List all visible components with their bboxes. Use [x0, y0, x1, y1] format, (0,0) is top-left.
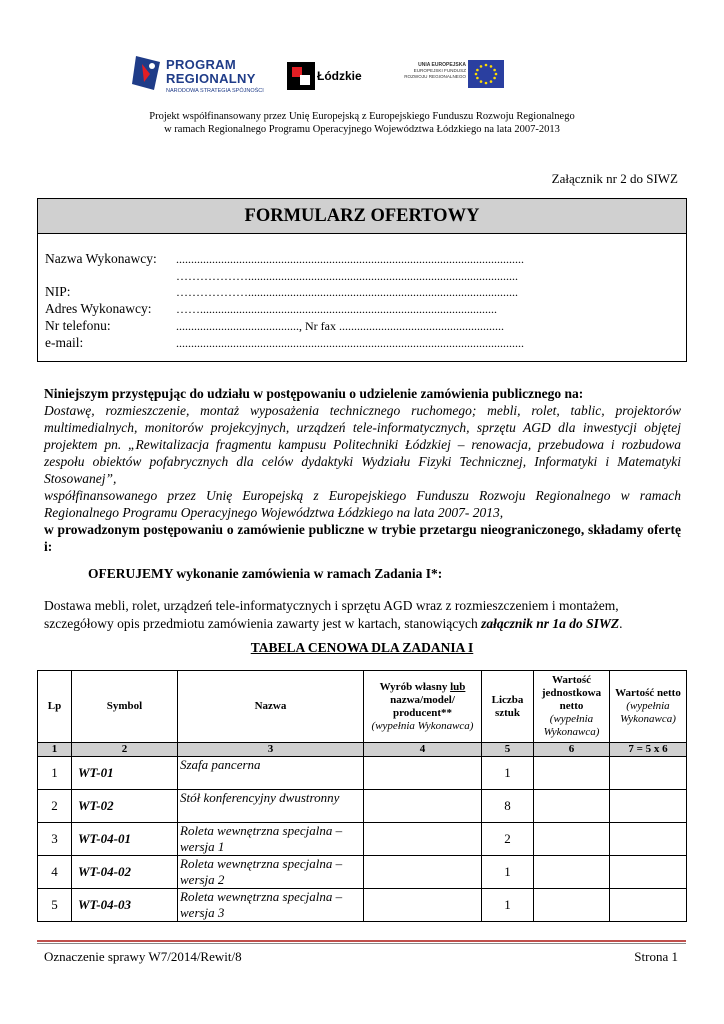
- eu-logo-text: [400, 62, 466, 80]
- header-own-product-lub: lub: [450, 680, 466, 693]
- email-field[interactable]: ....................................................................................................................: [176, 336, 524, 350]
- row-symbol: WT-01: [72, 757, 178, 790]
- header-name: Nazwa: [178, 671, 364, 743]
- col-number: 4: [364, 743, 482, 757]
- col-number: 2: [72, 743, 178, 757]
- price-table-title: TABELA CENOWA DLA ZADANIA I: [250, 640, 474, 655]
- contractor-name-field[interactable]: ....................................................................................................................: [176, 252, 524, 266]
- phone-fax-field[interactable]: ........................................., Nr fax .......................................................: [176, 319, 504, 333]
- row-qty: 1: [482, 757, 534, 790]
- address-field[interactable]: ……...................................................................................................: [176, 302, 497, 316]
- eu-logo: [400, 60, 504, 92]
- header-own-product-note: (wypełnia Wykonawca): [371, 719, 474, 732]
- row-unit-net-cell[interactable]: [534, 856, 610, 889]
- row-total-net-cell[interactable]: [610, 823, 687, 856]
- column-number-row: [38, 743, 687, 757]
- eu-logo-line1: UNIA EUROPEJSKA: [418, 62, 466, 68]
- row-total-net-cell[interactable]: [610, 790, 687, 823]
- row-qty: 2: [482, 823, 534, 856]
- header-unit-net-text: Wartość jednostkowa netto: [541, 674, 602, 712]
- row-lp: 5: [38, 889, 72, 922]
- table-row: [38, 823, 687, 856]
- table-row: [38, 790, 687, 823]
- regionalny-logo-text: REGIONALNY: [166, 71, 256, 86]
- col-number: 3: [178, 743, 364, 757]
- intro-paragraph: [44, 385, 681, 555]
- contractor-name-label: Nazwa Wykonawcy:: [45, 251, 157, 266]
- row-own-product-cell[interactable]: [364, 790, 482, 823]
- delivery-attachment-ref: załącznik nr 1a do SIWZ: [481, 616, 620, 631]
- project-line-2: w ramach Regionalnego Programu Operacyjnego Województwa Łódzkiego na lata 2007-2013: [164, 124, 560, 135]
- delivery-end: .: [619, 616, 623, 631]
- row-unit-net-cell[interactable]: [534, 823, 610, 856]
- offer-form-box: [37, 198, 687, 362]
- header-own-product-text-a: Wyrób własny: [379, 680, 451, 693]
- email-label: e-mail:: [45, 335, 84, 350]
- row-name: Roleta wewnętrzna specjalna – wersja 3: [178, 889, 364, 922]
- address-label: Adres Wykonawcy:: [45, 301, 152, 316]
- row-qty: 8: [482, 790, 534, 823]
- header-unit-net-note: (wypełnia Wykonawca): [543, 713, 600, 738]
- program-logo-text: PROGRAM: [166, 57, 236, 72]
- eu-logo-line2: EUROPEJSKI FUNDUSZ: [413, 68, 466, 73]
- row-symbol: WT-04-02: [72, 856, 178, 889]
- nip-field[interactable]: ………………..........................................................................................: [176, 285, 518, 299]
- row-unit-net-cell[interactable]: [534, 757, 610, 790]
- procedure-statement: w prowadzonym postępowaniu o zamówienie publiczne w trybie przetargu nieograniczonego, składamy ofertę i:: [44, 522, 681, 554]
- lodzkie-mark-icon: [287, 62, 315, 90]
- price-table: [37, 670, 687, 922]
- row-total-net-cell[interactable]: [610, 889, 687, 922]
- col-number: 7 = 5 x 6: [610, 743, 687, 757]
- subject-description: Dostawę, rozmieszczenie, montaż wyposażenia technicznego ruchomego; mebli, rolet, tablic, projektorów multimedialnych, monitorów projekcyjnych, urządzeń tele-informatycznych, sprzętu AGD dla inwestycji objętej projektem pn. „Rewitalizacja fragmentu kampusu Politechniki Łódzkiej – renowacja, przebudowa i rozbudowa zespołu obiektów pofabrycznych dla celów dydaktyki Wydziału Fizyki Technicznej, Informatyki i Matematyki Stosowanej”,: [44, 403, 681, 486]
- cofinancing-note: współfinansowanego przez Unię Europejską z Europejskiego Funduszu Rozwoju Regionalnego w ramach Regionalnego Programu Operacyjnego Województwa Łódzkiego na lata 2007- 2013,: [44, 488, 681, 520]
- nip-label: NIP:: [45, 284, 71, 299]
- form-title: FORMULARZ OFERTOWY: [38, 199, 686, 234]
- header-qty: Liczba sztuk: [482, 671, 534, 743]
- table-row: [38, 757, 687, 790]
- row-unit-net-cell[interactable]: [534, 790, 610, 823]
- row-own-product-cell[interactable]: [364, 856, 482, 889]
- eu-logo-line3: ROZWOJU REGIONALNEGO: [404, 74, 466, 79]
- row-name: Szafa pancerna: [178, 757, 364, 790]
- row-lp: 4: [38, 856, 72, 889]
- row-total-net-cell[interactable]: [610, 856, 687, 889]
- header-total-net: [610, 671, 687, 743]
- eu-flag-icon: [468, 60, 504, 88]
- nss-logo-text: NARODOWA STRATEGIA SPÓJNOŚCI: [166, 88, 264, 94]
- row-symbol: WT-04-03: [72, 889, 178, 922]
- row-lp: 1: [38, 757, 72, 790]
- table-header-row: [38, 671, 687, 743]
- delivery-description: [44, 597, 684, 633]
- page-number: Strona 1: [634, 949, 678, 964]
- header-symbol: Symbol: [72, 671, 178, 743]
- intro-bold-line: Niniejszym przystępując do udziału w postępowaniu o udzielenie zamówienia publicznego na:: [44, 386, 584, 401]
- delivery-text: Dostawa mebli, rolet, urządzeń tele-informatycznych i sprzętu AGD wraz z rozmieszczeniem i montażem, szczegółowy opis przedmiotu zamówienia zawarty jest w kartach, stanowiących: [44, 598, 619, 631]
- header-own-product: [364, 671, 482, 743]
- row-unit-net-cell[interactable]: [534, 889, 610, 922]
- project-line-1: Projekt współfinansowany przez Unię Europejską z Europejskiego Funduszu Rozwoju Regionalnego: [149, 111, 575, 122]
- header-own-product-text-b: nazwa/model/ producent**: [390, 693, 455, 719]
- row-qty: 1: [482, 856, 534, 889]
- row-qty: 1: [482, 889, 534, 922]
- program-regionalny-star-icon: [130, 52, 168, 94]
- lodzkie-logo-text: Łódzkie: [317, 69, 362, 83]
- col-number: 1: [38, 743, 72, 757]
- col-number: 5: [482, 743, 534, 757]
- table-row: [38, 889, 687, 922]
- header-total-net-note: (wypełnia Wykonawca): [620, 700, 676, 725]
- lodzkie-logo: [287, 62, 367, 92]
- attachment-label: Załącznik nr 2 do SIWZ: [551, 171, 678, 186]
- row-symbol: WT-04-01: [72, 823, 178, 856]
- footer-rule-thin: [37, 943, 686, 944]
- col-number: 6: [534, 743, 610, 757]
- row-total-net-cell[interactable]: [610, 757, 687, 790]
- header-total-net-text: Wartość netto: [615, 687, 681, 699]
- program-regionalny-logo: [130, 52, 270, 98]
- footer-rule: [37, 940, 686, 942]
- row-symbol: WT-02: [72, 790, 178, 823]
- row-own-product-cell[interactable]: [364, 757, 482, 790]
- phone-label: Nr telefonu:: [45, 318, 111, 333]
- row-name: Roleta wewnętrzna specjalna – wersja 1: [178, 823, 364, 856]
- row-own-product-cell[interactable]: [364, 889, 482, 922]
- row-lp: 3: [38, 823, 72, 856]
- header-lp: Lp: [38, 671, 72, 743]
- header-unit-net: [534, 671, 610, 743]
- table-row: [38, 856, 687, 889]
- contractor-name-field-2[interactable]: ………………..........................................................................................: [176, 269, 518, 283]
- row-lp: 2: [38, 790, 72, 823]
- offer-line: OFERUJEMY wykonanie zamówienia w ramach Zadania I*:: [88, 566, 443, 581]
- row-name: Stół konferencyjny dwustronny: [178, 790, 364, 823]
- case-number: Oznaczenie sprawy W7/2014/Rewit/8: [44, 949, 242, 964]
- row-name: Roleta wewnętrzna specjalna – wersja 2: [178, 856, 364, 889]
- row-own-product-cell[interactable]: [364, 823, 482, 856]
